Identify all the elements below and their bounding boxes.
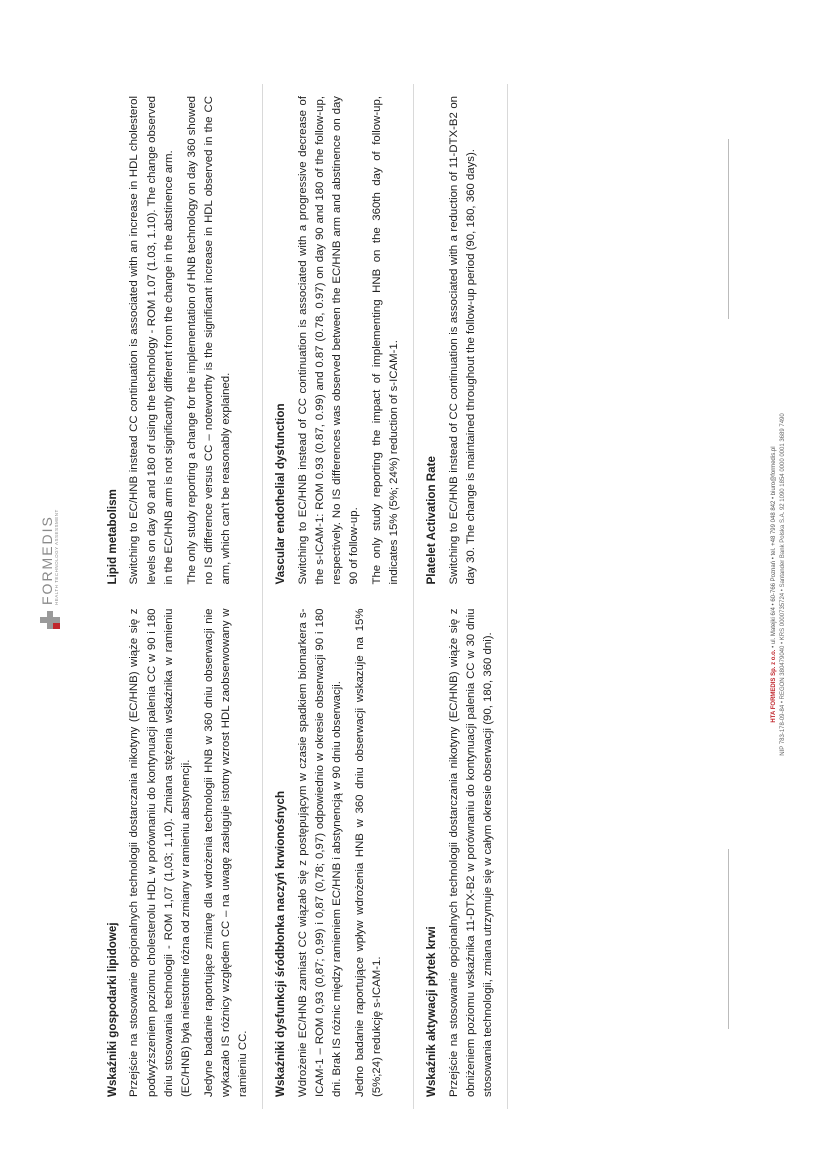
section-title-en: Platelet Activation Rate [425, 456, 439, 585]
logo-name: FORMEDIS [39, 515, 56, 605]
paragraph-en: The only study reporting a change for the implementation of HNB technology on day 360 showed no IS difference versus CC – noteworthy is the significant increase in HDL observed in the CC arm, which can't be reasonably explained. [185, 96, 232, 585]
table-row [414, 84, 508, 1109]
paragraph-pl: Wdrożenie EC/HNB zamiast CC wiązało się z postępującym w czasie spadkiem biomarkera s-ICAM-1 – ROM 0,93 (0,87; 0,99) i 0,87 (0,78; 0,97) odpowiednio w okresie obserwacji 90 i 180 dni. Brak IS różnic między ramieniem EC/HNB i abstynencją w 90 dniu obserwacji. [296, 608, 343, 1097]
paragraph-pl: Przejście na stosowanie opcjonalnych technologii dostarczania nikotyny (EC/HNB) wiąże się z obniżeniem poziomu wskaźnika 11-DTX-B2 w porównaniu do kontynuacji palenia CC w 30 dniu stosowania technologii, zmiana utrzymuje się w całym okresie obserwacji (90, 180, 360 dni). [447, 608, 494, 1097]
footer-divider [728, 139, 729, 319]
section-title-pl: Wskaźniki dysfunkcji śródbłonka naczyń krwionośnych [274, 790, 288, 1097]
paragraph-en: Switching to EC/HNB instead of CC continuation is associated with a progressive decrease of the s-ICAM-1: ROM 0.93 (0.87, 0.99) and 0.87 (0.78, 0.97) on day 90 and 180 of the follow-up, respectively. No IS differences was observed between the EC/HNB arm and abstinence on day 90 of follow-up. [296, 96, 360, 585]
paragraph-pl: Jedno badanie raportujące wpływ wdrożenia HNB w 360 dniu obserwacji wskazuje na 15% (5%;24) redukcję s-ICAM-1. [353, 608, 383, 1097]
page-footer [770, 0, 789, 1169]
section-title-en: Lipid metabolism [106, 489, 119, 585]
paragraph-en: Switching to EC/HNB instead of CC continuation is associated with a reduction of 11-DTX-B2 on day 30. The change is maintained throughout the follow-up period (90, 180, 360 days). [447, 96, 477, 585]
footer-divider [728, 849, 729, 1029]
paragraph-en: Switching to EC/HNB instead CC continuation is associated with an increase in HDL cholesterol levels on day 90 and 180 of using the technology - ROM 1.07 (1.03, 1.10). The change observed in the EC/HNB arm is not significantly different from the change in the abstinence arm. [128, 96, 175, 585]
polish-cell [414, 597, 508, 1110]
section-title-pl: Wskaźniki gospodarki lipidowej [106, 922, 119, 1097]
paragraph-pl: Jedyne badanie raportujące zmianę dla wdrożenia technologii HNB w 360 dniu obserwacji nie wykazało IS różnicy względem CC – na uwagę zasługuje istotny wzrost HDL zaobserwowany w ramieniu CC. [202, 608, 250, 1097]
table-row [263, 84, 414, 1109]
english-cell [263, 84, 414, 597]
paragraph-pl: Przejście na stosowanie opcjonalnych technologii dostarczania nikotyny (EC/HNB) wiąże się z podwyższeniem poziomu cholesterolu HDL w porównaniu do kontynuacji palenia CC w 90 i 180 dniu stosowania technologii - ROM 1,07 (1,03; 1,10). Zmiana stężenia wskaźnika w ramieniu (EC/HNB) była nieistotnie różna od zmiany w ramieniu abstynencji. [128, 608, 192, 1097]
english-cell [95, 84, 263, 597]
polish-cell [263, 597, 414, 1110]
section-title-en: Vascular endothelial dysfunction [274, 403, 288, 585]
paragraph-en: The only study reporting the impact of implementing HNB on the 360th day of follow-up, indicates 15% (5%; 24%) reduction of s-ICAM-1. [370, 96, 401, 585]
section-title-pl: Wskaźnik aktywacji płytek krwi [425, 926, 439, 1097]
logo-subtitle: HEALTH TECHNOLOGY ASSESSMENT [54, 509, 60, 605]
polish-cell [95, 597, 263, 1110]
cross-logo-icon [40, 611, 60, 629]
table-row [95, 84, 263, 1109]
footer-address: • ul. Matejki 6/4 • 60-766 Poznań • tel. +48 799 048 842 • biuro@formedis.pl [771, 446, 777, 650]
english-cell [414, 84, 508, 597]
footer-registration: NIP 783-178-09-84 • REGON 380479040 • KRS 0000735724 • Santander Bank Polska S.A. 92 1090 1854 0000 0001 3689 7490 [780, 413, 787, 756]
company-logo [40, 509, 60, 629]
footer-company: HTA FORMEDIS Sp. z o.o. [771, 649, 777, 723]
comparison-table [95, 84, 508, 1109]
